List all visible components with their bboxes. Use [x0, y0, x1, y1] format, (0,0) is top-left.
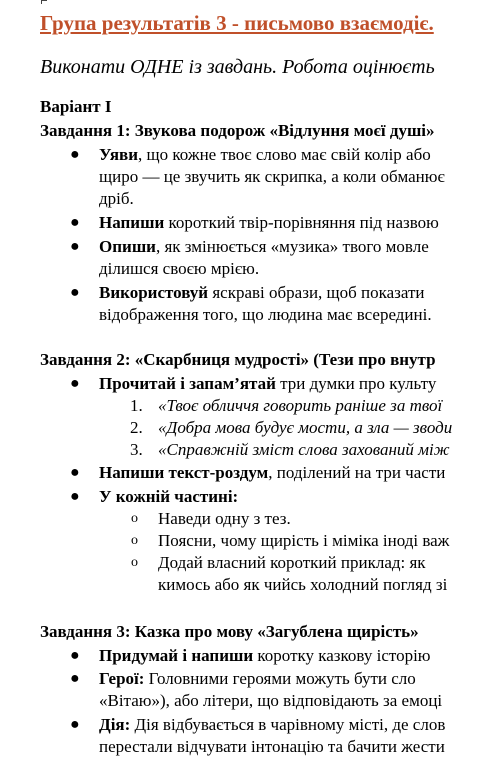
task1-item-2: Напиши короткий твір-порівняння під назвою — [99, 213, 439, 232]
task3-heading: Завдання 3: Казка про мову «Загублена щирість» — [40, 622, 419, 641]
task1-item-4-cont: відображення того, що людина має всередині. — [99, 305, 432, 324]
task3-item-2: Герої: Головними героями можуть бути сло — [99, 669, 416, 688]
hollow-circle-bullet-icon: o — [131, 511, 138, 526]
variant-heading: Варіант І — [40, 97, 112, 116]
page-title: Група результатів 3 - письмово взаємодіє. — [40, 11, 434, 35]
task1-item-1-cont: щиро — це звучить як скрипка, а коли обманює — [99, 167, 445, 186]
bullet-icon: ● — [70, 716, 80, 733]
bullet-icon: ● — [70, 284, 80, 301]
task1-item-1: Уяви, що кожне твоє слово має свій колір або — [99, 145, 431, 164]
hollow-circle-bullet-icon: o — [131, 555, 138, 570]
task2-sub-2: Поясни, чому щирість і міміка іноді важ — [158, 531, 450, 550]
bullet-icon: ● — [70, 647, 80, 664]
task2-sub-1: Наведи одну з тез. — [158, 509, 291, 528]
bullet-icon: ● — [70, 464, 80, 481]
task2-item-read: Прочитай і запам’ятай три думки про культу — [99, 374, 437, 393]
task2-sub-3-cont: кимось або як чийсь холодний погляд зі — [158, 575, 448, 594]
bullet-icon: ● — [70, 488, 80, 505]
task2-item-each-part: У кожній частині: — [99, 487, 239, 506]
task2-heading: Завдання 2: «Скарбниця мудрості» (Тези про внутр — [40, 350, 436, 369]
quote-text: «Справжній зміст слова захований між — [158, 440, 450, 459]
quote-number: 1. — [130, 396, 143, 415]
task2-item-write: Напиши текст-роздум, поділений на три части — [99, 463, 446, 482]
task1-item-3-cont: ділишся своєю мрією. — [99, 259, 260, 278]
task1-item-1-cont: дріб. — [99, 189, 134, 208]
margin-mark-vertical — [41, 0, 42, 4]
quote-number: 3. — [130, 440, 143, 459]
bullet-icon: ● — [70, 146, 80, 163]
intro-instruction: Виконати ОДНЕ із завдань. Робота оцінюєть — [40, 56, 435, 78]
quote-number: 2. — [130, 418, 143, 437]
task1-item-4: Використовуй яскраві образи, щоб показати — [99, 283, 425, 302]
bullet-icon: ● — [70, 670, 80, 687]
bullet-icon: ● — [70, 375, 80, 392]
bullet-icon: ● — [70, 214, 80, 231]
task3-item-1: Придумай і напиши коротку казкову історію — [99, 646, 431, 665]
task2-sub-3: Додай власний короткий приклад: як — [158, 553, 426, 572]
task3-item-3: Дія: Дія відбувається в чарівному місті, де слов — [99, 715, 446, 734]
task3-item-2-cont: «Вітаю»), або літери, що відповідають за емоці — [99, 691, 443, 710]
task3-item-3-cont: перестали відчувати інтонацію та бачити жести — [99, 737, 445, 756]
task1-item-3: Опиши, як змінюється «музика» твого мовле — [99, 237, 429, 256]
task1-heading: Завдання 1: Звукова подорож «Відлуння моєї душі» — [40, 121, 435, 140]
quote-text: «Твоє обличчя говорить раніше за твої — [158, 396, 443, 415]
quote-text: «Добра мова будує мости, а зла — зводи — [158, 418, 453, 437]
bullet-icon: ● — [70, 238, 80, 255]
hollow-circle-bullet-icon: o — [131, 533, 138, 548]
